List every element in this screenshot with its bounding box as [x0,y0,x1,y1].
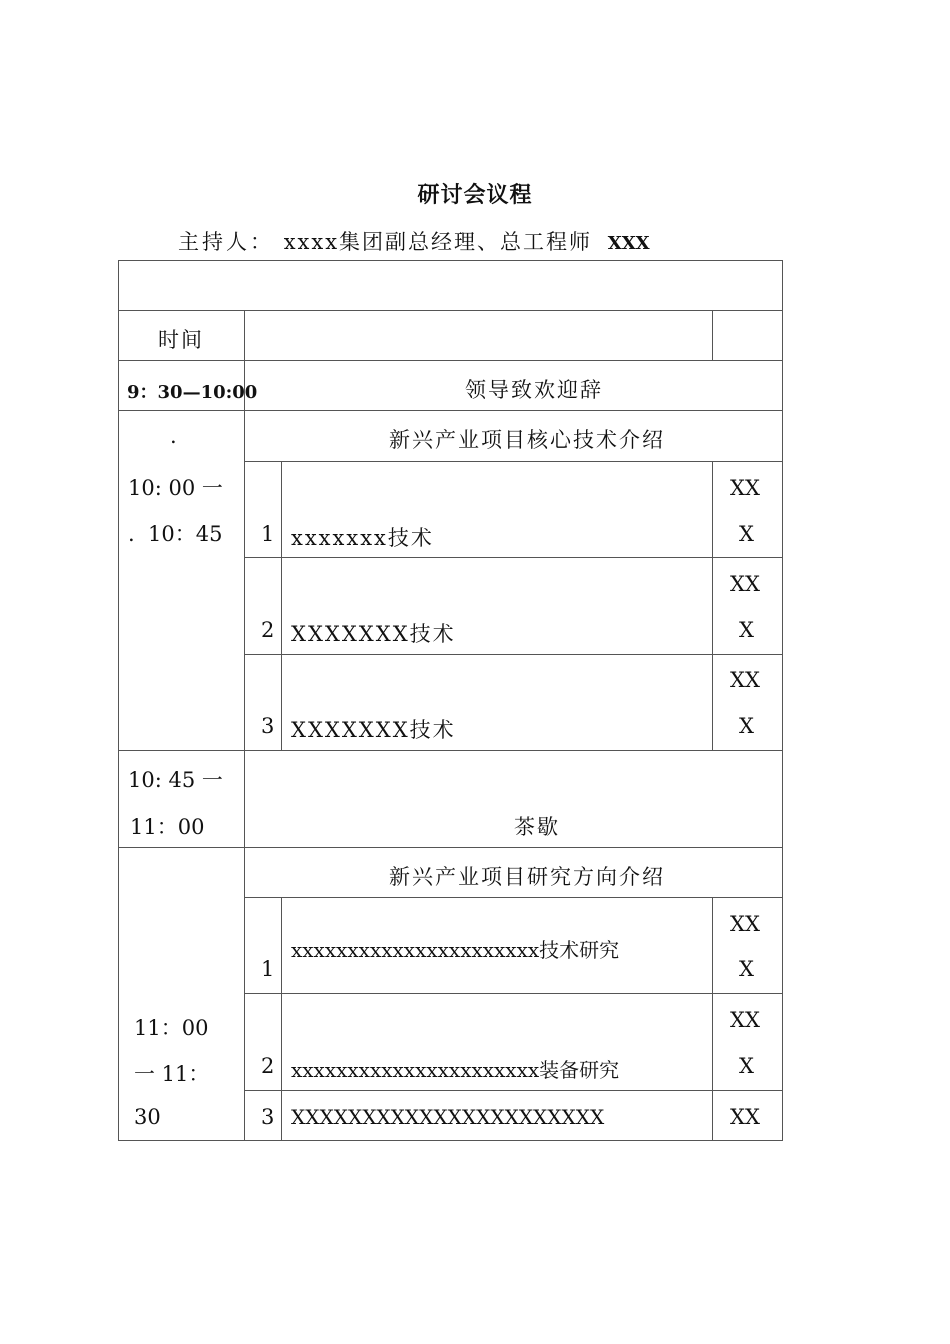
host-line [178,226,650,256]
item-topic: XXXXXXXXXXXXXXXXXXXXXX [291,1105,605,1129]
item-topic: XXXXXXX技术 [291,622,456,646]
row1-time: 9：30—10:00 [127,382,258,403]
item-speaker-cont: X [739,1054,754,1078]
item-topic: xxxxxxx技术 [291,526,434,550]
host-label: 主持人： [178,230,274,254]
row4-time-line2: 一 11： [134,1062,210,1086]
item-speaker: XX [730,476,760,500]
item-speaker: XX [730,572,760,596]
item-speaker: XX [730,912,760,936]
item-speaker: XX [730,1008,760,1032]
item-speaker-cont: X [739,714,754,738]
row1-title: 领导致欢迎辞 [465,378,603,402]
row3-time-line2: 11：00 [130,815,205,839]
item-number: 2 [261,618,275,642]
header-time: 时间 [158,328,204,352]
row2-time-line3: . 10：45 [128,522,223,546]
item-speaker-cont: X [739,957,754,981]
row3-title: 茶歇 [514,815,560,839]
item-number: 3 [261,1105,275,1129]
item-number: 1 [261,522,275,546]
row2-title: 新兴产业项目核心技术介绍 [389,428,665,452]
item-topic: xxxxxxxxxxxxxxxxxxxxxx装备研究 [291,1058,620,1082]
page-title: 研讨会议程 [417,182,533,208]
item-number: 3 [261,714,275,738]
row4-time-line3: 30 [134,1105,161,1129]
row4-title: 新兴产业项目研究方向介绍 [389,865,665,889]
item-speaker: XX [730,668,760,692]
host-value: xxxx集团副总经理、总工程师 [283,230,593,254]
item-number: 1 [261,957,275,981]
row2-time-line2: 10: 00 一 [128,476,223,500]
item-number: 2 [261,1054,275,1078]
row3-time-line1: 10: 45 一 [128,768,223,792]
item-speaker: XX [730,1105,760,1129]
host-name: XXX [607,233,650,254]
item-topic: xxxxxxxxxxxxxxxxxxxxxx技术研究 [291,938,620,962]
row2-time-line1: . [170,424,179,448]
row4-time-line1: 11：00 [134,1016,209,1040]
item-speaker-cont: X [739,618,754,642]
item-speaker-cont: X [739,522,754,546]
item-topic: XXXXXXX技术 [291,718,456,742]
